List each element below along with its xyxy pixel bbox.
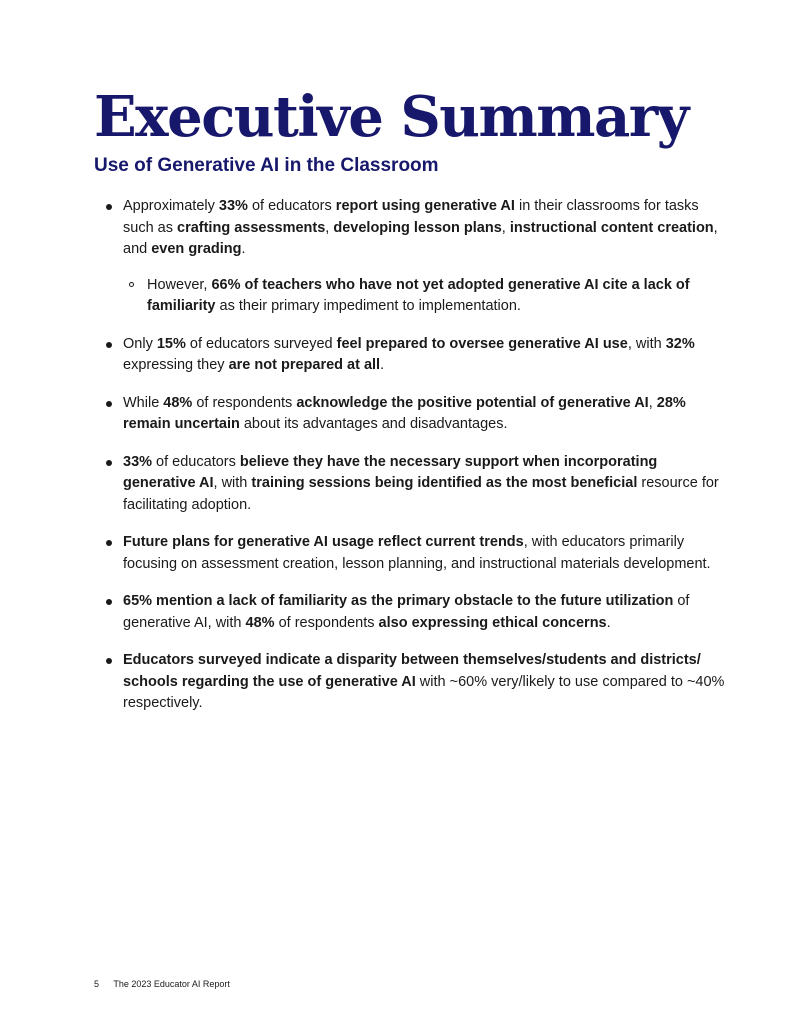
bold-text-run: 15% — [156, 335, 186, 352]
bold-text-run: 33% — [218, 198, 248, 214]
bold-text-run: 32% — [665, 335, 695, 352]
footer-report-title: The 2023 Educator AI Report — [113, 979, 230, 989]
text-run: of respondents — [274, 614, 379, 631]
bullet-text — [123, 454, 719, 513]
text-run: Only — [123, 335, 157, 352]
text-run: , — [325, 219, 334, 236]
page-number: 5 — [94, 979, 100, 989]
bold-text-run: instructional content creation — [509, 219, 714, 236]
text-run: as their primary impediment to implementation. — [215, 298, 521, 314]
bold-text-run: 48% — [245, 614, 275, 631]
text-run: in their classrooms for tasks such as — [123, 198, 699, 236]
text-run: . — [606, 614, 611, 631]
bold-text-run: crafting assessments — [177, 219, 326, 236]
summary-bullet — [105, 452, 725, 517]
bullet-text — [123, 652, 724, 711]
bold-text-run: believe they have the necessary support when incorporating generative AI — [123, 453, 658, 491]
text-run: with ~60% very/likely to use compared to ~40% respectively. — [123, 673, 725, 711]
bold-text-run: Educators surveyed indicate a disparity between themselves/students and districts/ schools regarding the use of generative AI — [123, 652, 701, 690]
summary-bullet — [105, 334, 725, 377]
text-run: of generative AI, with — [123, 593, 690, 631]
text-run: expressing they — [123, 357, 229, 373]
bold-text-run: 66% of teachers who have not yet adopted generative AI cite a lack of familiarity — [147, 276, 690, 314]
section-heading: Use of Generative AI in the Classroom — [94, 155, 439, 176]
summary-bullet — [105, 393, 725, 436]
text-run: Approximately — [123, 198, 219, 214]
bold-text-run: 65% mention a lack of familiarity as the primary obstacle to the future utilization — [123, 593, 674, 609]
bold-text-run: 28% remain uncertain — [123, 394, 686, 432]
page-title: Executive Summary — [94, 84, 688, 150]
text-run: . — [380, 357, 385, 373]
sub-bullet — [123, 275, 725, 318]
text-run: of educators — [247, 198, 336, 214]
bold-text-run: are not prepared at all — [228, 357, 381, 373]
text-run: of educators surveyed — [185, 335, 337, 352]
text-run: , — [648, 394, 657, 411]
bullet-text — [123, 534, 711, 572]
text-run: , — [501, 219, 510, 236]
text-run: of respondents — [192, 394, 297, 411]
text-run: , and — [123, 219, 718, 257]
bold-text-run: acknowledge the positive potential of generative AI — [296, 394, 649, 411]
text-run: of educators — [152, 453, 240, 470]
summary-bullet-list — [105, 196, 725, 731]
text-run: about its advantages and disadvantages. — [239, 416, 508, 432]
text-run: , with — [213, 475, 252, 491]
text-run: . — [241, 241, 246, 257]
bold-text-run: 33% — [123, 453, 153, 470]
bullet-text — [123, 198, 718, 257]
bold-text-run: report using generative AI — [335, 198, 515, 214]
page-footer — [94, 978, 230, 990]
bullet-text — [123, 593, 689, 631]
text-run: , with — [627, 335, 666, 352]
summary-bullet — [105, 196, 725, 318]
bullet-text — [123, 336, 695, 374]
text-run: resource for facilitating adoption. — [123, 475, 719, 513]
text-run: However, — [147, 276, 212, 293]
text-run: While — [123, 394, 164, 411]
bold-text-run: also expressing ethical concerns — [378, 614, 607, 631]
bold-text-run: training sessions being identified as the most beneficial — [251, 475, 638, 491]
summary-bullet — [105, 532, 725, 575]
bold-text-run: Future plans for generative AI usage reflect current trends — [123, 534, 524, 550]
bold-text-run: even grading — [151, 241, 242, 257]
text-run: , with educators primarily focusing on assessment creation, lesson planning, and instructional materials development. — [123, 534, 711, 572]
bullet-text — [123, 395, 686, 433]
sub-bullet-list — [123, 275, 725, 318]
bold-text-run: feel prepared to oversee generative AI use — [336, 335, 628, 352]
summary-bullet — [105, 591, 725, 634]
bold-text-run: developing lesson plans — [333, 219, 502, 236]
bold-text-run: 48% — [163, 394, 193, 411]
summary-bullet — [105, 650, 725, 715]
